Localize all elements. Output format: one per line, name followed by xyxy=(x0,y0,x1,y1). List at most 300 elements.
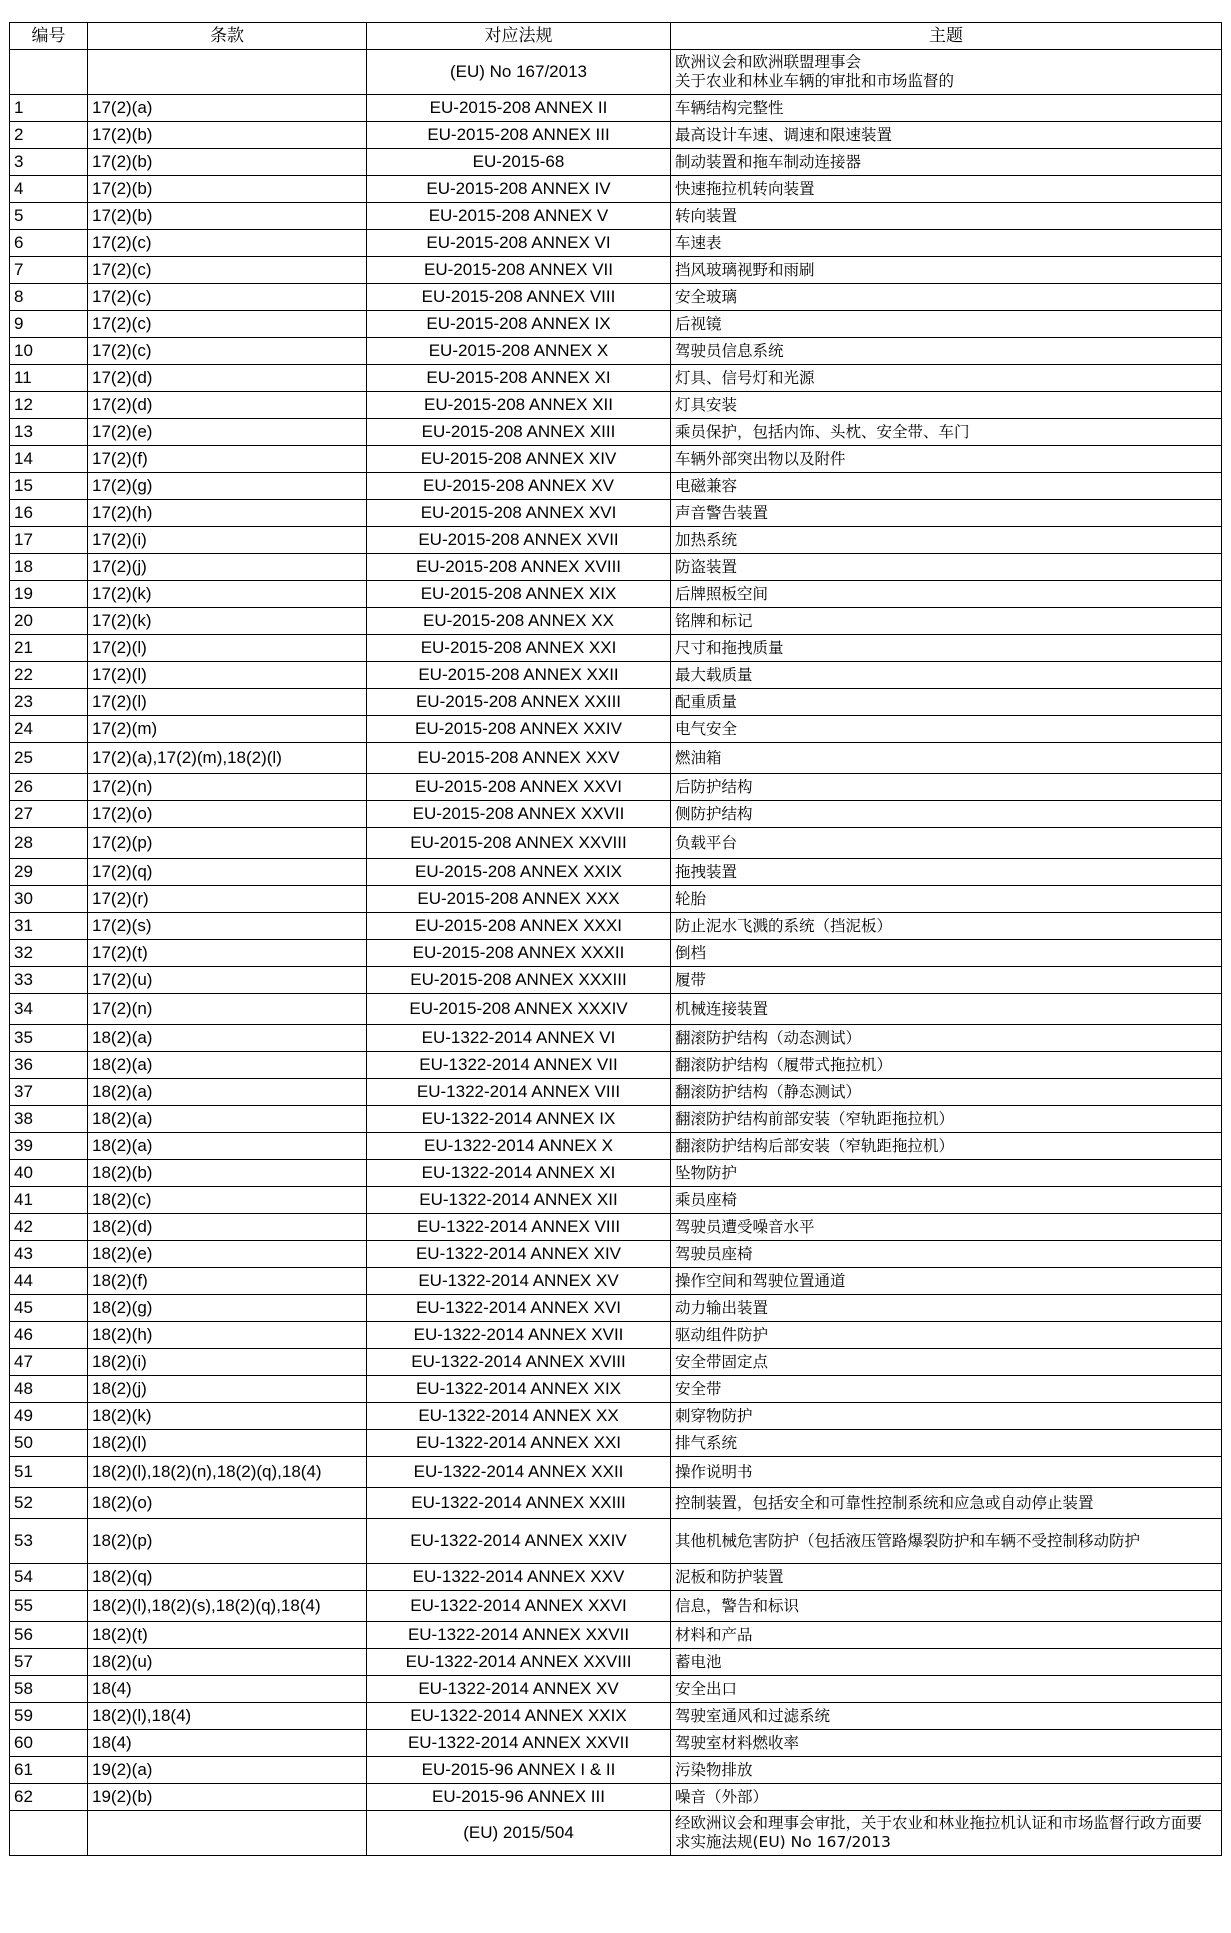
cell-clause: 17(2)(r) xyxy=(88,886,367,913)
cell-clause: 18(2)(a) xyxy=(88,1052,367,1079)
cell-no: 19 xyxy=(10,581,88,608)
table-row xyxy=(10,967,1222,994)
cell-clause: 17(2)(a),17(2)(m),18(2)(l) xyxy=(88,743,367,774)
table-body xyxy=(10,50,1222,1811)
cell-no: 61 xyxy=(10,1757,88,1784)
cell-clause: 18(2)(l) xyxy=(88,1430,367,1457)
cell-clause: 17(2)(q) xyxy=(88,859,367,886)
cell-no: 60 xyxy=(10,1730,88,1757)
cell-regulation: EU-2015-208 ANNEX XXIII xyxy=(367,689,671,716)
topic-line-1: 欧洲议会和欧洲联盟理事会 xyxy=(675,53,862,71)
cell-topic: 其他机械危害防护（包括液压管路爆裂防护和车辆不受控制移动防护 xyxy=(671,1519,1222,1564)
header-no: 编号 xyxy=(10,23,88,50)
cell-regulation: (EU) 2015/504 xyxy=(367,1811,671,1856)
cell-regulation: EU-2015-208 ANNEX XXXI xyxy=(367,913,671,940)
cell-topic: 驱动组件防护 xyxy=(671,1322,1222,1349)
cell-topic: 操作说明书 xyxy=(671,1457,1222,1488)
cell-regulation: EU-2015-208 ANNEX XXVII xyxy=(367,801,671,828)
cell-topic: 安全玻璃 xyxy=(671,284,1222,311)
cell-no: 49 xyxy=(10,1403,88,1430)
cell-clause: 18(2)(b) xyxy=(88,1160,367,1187)
cell-clause: 18(2)(a) xyxy=(88,1106,367,1133)
cell-regulation: EU-2015-208 ANNEX XVII xyxy=(367,527,671,554)
cell-regulation: EU-1322-2014 ANNEX XXV xyxy=(367,1564,671,1591)
cell-no: 18 xyxy=(10,554,88,581)
cell-clause: 19(2)(b) xyxy=(88,1784,367,1811)
table-row xyxy=(10,500,1222,527)
cell-no: 30 xyxy=(10,886,88,913)
regulation-table xyxy=(9,22,1222,1856)
cell-regulation: EU-2015-208 ANNEX XVIII xyxy=(367,554,671,581)
cell-regulation: EU-2015-208 ANNEX XXVI xyxy=(367,774,671,801)
table-row xyxy=(10,608,1222,635)
cell-clause: 17(2)(l) xyxy=(88,689,367,716)
cell-clause: 17(2)(m) xyxy=(88,716,367,743)
cell-regulation: EU-1322-2014 ANNEX VIII xyxy=(367,1214,671,1241)
cell-regulation: EU-2015-208 ANNEX IX xyxy=(367,311,671,338)
cell-no: 45 xyxy=(10,1295,88,1322)
cell-clause: 18(2)(h) xyxy=(88,1322,367,1349)
cell-no: 58 xyxy=(10,1676,88,1703)
cell-topic: 安全出口 xyxy=(671,1676,1222,1703)
cell-regulation: EU-2015-96 ANNEX I & II xyxy=(367,1757,671,1784)
cell-no: 51 xyxy=(10,1457,88,1488)
cell-topic: 刺穿物防护 xyxy=(671,1403,1222,1430)
table-row xyxy=(10,1079,1222,1106)
cell-regulation: EU-1322-2014 ANNEX XXIV xyxy=(367,1519,671,1564)
table-row xyxy=(10,473,1222,500)
cell-clause: 17(2)(s) xyxy=(88,913,367,940)
cell-topic: 最大载质量 xyxy=(671,662,1222,689)
cell-regulation: EU-2015-208 ANNEX IV xyxy=(367,176,671,203)
cell-topic: 驾驶员信息系统 xyxy=(671,338,1222,365)
cell-clause: 17(2)(j) xyxy=(88,554,367,581)
table-row xyxy=(10,689,1222,716)
cell-clause: 17(2)(c) xyxy=(88,230,367,257)
cell-regulation: EU-2015-208 ANNEX XV xyxy=(367,473,671,500)
cell-regulation: EU-1322-2014 ANNEX XXVII xyxy=(367,1622,671,1649)
cell-regulation: EU-1322-2014 ANNEX XV xyxy=(367,1676,671,1703)
cell-topic: 经欧洲议会和理事会审批，关于农业和林业拖拉机认证和市场监督行政方面要求实施法规(EU) No 167/2013 xyxy=(671,1811,1222,1856)
cell-regulation: EU-2015-208 ANNEX VII xyxy=(367,257,671,284)
cell-clause: 19(2)(a) xyxy=(88,1757,367,1784)
cell-topic: 控制装置，包括安全和可靠性控制系统和应急或自动停止装置 xyxy=(671,1488,1222,1519)
cell-no xyxy=(10,50,88,95)
cell-no: 33 xyxy=(10,967,88,994)
regulation-table-sheet xyxy=(9,22,1221,1856)
table-row xyxy=(10,1403,1222,1430)
table-row xyxy=(10,230,1222,257)
table-row xyxy=(10,886,1222,913)
table-row xyxy=(10,1133,1222,1160)
cell-regulation: EU-1322-2014 ANNEX VIII xyxy=(367,1079,671,1106)
header-regulation: 对应法规 xyxy=(367,23,671,50)
table-row xyxy=(10,913,1222,940)
cell-clause: 18(2)(u) xyxy=(88,1649,367,1676)
cell-regulation: EU-2015-208 ANNEX XXIV xyxy=(367,716,671,743)
table-row xyxy=(10,635,1222,662)
cell-no: 50 xyxy=(10,1430,88,1457)
cell-clause: 18(2)(a) xyxy=(88,1133,367,1160)
cell-no: 2 xyxy=(10,122,88,149)
cell-topic: 乘员保护，包括内饰、头枕、安全带、车门 xyxy=(671,419,1222,446)
cell-regulation: EU-2015-208 ANNEX XXXII xyxy=(367,940,671,967)
cell-regulation: EU-2015-208 ANNEX VIII xyxy=(367,284,671,311)
cell-regulation: EU-1322-2014 ANNEX XVIII xyxy=(367,1349,671,1376)
cell-topic: 电气安全 xyxy=(671,716,1222,743)
cell-no: 38 xyxy=(10,1106,88,1133)
cell-no: 5 xyxy=(10,203,88,230)
cell-no: 23 xyxy=(10,689,88,716)
cell-topic: 车辆外部突出物以及附件 xyxy=(671,446,1222,473)
cell-no: 44 xyxy=(10,1268,88,1295)
cell-clause: 17(2)(o) xyxy=(88,801,367,828)
cell-clause: 17(2)(u) xyxy=(88,967,367,994)
cell-no: 53 xyxy=(10,1519,88,1564)
cell-regulation: EU-2015-96 ANNEX III xyxy=(367,1784,671,1811)
cell-regulation: EU-2015-208 ANNEX XXI xyxy=(367,635,671,662)
cell-regulation: EU-1322-2014 ANNEX XXVII xyxy=(367,1730,671,1757)
cell-clause: 17(2)(l) xyxy=(88,662,367,689)
table-row xyxy=(10,801,1222,828)
cell-regulation: EU-2015-208 ANNEX V xyxy=(367,203,671,230)
cell-no: 20 xyxy=(10,608,88,635)
cell-clause: 17(2)(b) xyxy=(88,149,367,176)
cell-no: 13 xyxy=(10,419,88,446)
cell-clause: 18(2)(c) xyxy=(88,1187,367,1214)
table-row xyxy=(10,1241,1222,1268)
table-row xyxy=(10,1519,1222,1564)
cell-clause: 18(4) xyxy=(88,1676,367,1703)
cell-regulation: EU-1322-2014 ANNEX XI xyxy=(367,1160,671,1187)
table-row xyxy=(10,1649,1222,1676)
cell-topic: 转向装置 xyxy=(671,203,1222,230)
cell-clause: 17(2)(c) xyxy=(88,311,367,338)
cell-clause: 17(2)(c) xyxy=(88,284,367,311)
table-row xyxy=(10,311,1222,338)
cell-clause: 18(2)(o) xyxy=(88,1488,367,1519)
cell-topic: 翻滚防护结构（动态测试） xyxy=(671,1025,1222,1052)
cell-regulation: EU-1322-2014 ANNEX XXIX xyxy=(367,1703,671,1730)
cell-no: 24 xyxy=(10,716,88,743)
cell-clause: 18(2)(a) xyxy=(88,1079,367,1106)
cell-no: 29 xyxy=(10,859,88,886)
cell-topic: 蓄电池 xyxy=(671,1649,1222,1676)
table-row xyxy=(10,419,1222,446)
table-row xyxy=(10,1457,1222,1488)
cell-no: 31 xyxy=(10,913,88,940)
cell-regulation: EU-2015-208 ANNEX VI xyxy=(367,230,671,257)
cell-regulation: EU-1322-2014 ANNEX XIX xyxy=(367,1376,671,1403)
cell-clause: 18(2)(e) xyxy=(88,1241,367,1268)
cell-clause: 17(2)(k) xyxy=(88,581,367,608)
cell-clause: 17(2)(b) xyxy=(88,176,367,203)
cell-no: 35 xyxy=(10,1025,88,1052)
topic-line-2: 关于农业和林业车辆的审批和市场监督的 xyxy=(675,72,955,90)
cell-no: 39 xyxy=(10,1133,88,1160)
cell-topic: 车速表 xyxy=(671,230,1222,257)
cell-topic: 操作空间和驾驶位置通道 xyxy=(671,1268,1222,1295)
cell-no: 14 xyxy=(10,446,88,473)
cell-regulation: EU-2015-208 ANNEX II xyxy=(367,95,671,122)
table-row xyxy=(10,1025,1222,1052)
cell-clause: 17(2)(b) xyxy=(88,122,367,149)
cell-clause: 17(2)(c) xyxy=(88,338,367,365)
cell-topic: 泥板和防护装置 xyxy=(671,1564,1222,1591)
cell-topic: 机械连接装置 xyxy=(671,994,1222,1025)
cell-clause: 18(2)(g) xyxy=(88,1295,367,1322)
cell-regulation: EU-2015-208 ANNEX III xyxy=(367,122,671,149)
cell-topic: 驾驶室材料燃收率 xyxy=(671,1730,1222,1757)
cell-no: 10 xyxy=(10,338,88,365)
table-row xyxy=(10,1784,1222,1811)
header-clause: 条款 xyxy=(88,23,367,50)
cell-topic: 驾驶员座椅 xyxy=(671,1241,1222,1268)
cell-clause: 17(2)(a) xyxy=(88,95,367,122)
table-row-top xyxy=(10,50,1222,95)
table-row xyxy=(10,994,1222,1025)
cell-no: 28 xyxy=(10,828,88,859)
cell-topic: 车辆结构完整性 xyxy=(671,95,1222,122)
cell-no: 8 xyxy=(10,284,88,311)
table-row xyxy=(10,1622,1222,1649)
cell-regulation: EU-1322-2014 ANNEX XVI xyxy=(367,1295,671,1322)
cell-clause: 18(2)(k) xyxy=(88,1403,367,1430)
cell-clause: 18(2)(l),18(4) xyxy=(88,1703,367,1730)
cell-clause: 17(2)(t) xyxy=(88,940,367,967)
cell-topic: 轮胎 xyxy=(671,886,1222,913)
cell-no: 12 xyxy=(10,392,88,419)
cell-topic: 尺寸和拖拽质量 xyxy=(671,635,1222,662)
cell-regulation: EU-2015-208 ANNEX XVI xyxy=(367,500,671,527)
cell-topic: 排气系统 xyxy=(671,1430,1222,1457)
cell-no: 40 xyxy=(10,1160,88,1187)
cell-clause: 17(2)(k) xyxy=(88,608,367,635)
cell-no: 1 xyxy=(10,95,88,122)
table-row xyxy=(10,392,1222,419)
cell-regulation: EU-1322-2014 ANNEX XII xyxy=(367,1187,671,1214)
cell-regulation: EU-1322-2014 ANNEX IX xyxy=(367,1106,671,1133)
cell-topic: 配重质量 xyxy=(671,689,1222,716)
cell-topic: 拖拽装置 xyxy=(671,859,1222,886)
cell-regulation: EU-2015-68 xyxy=(367,149,671,176)
cell-regulation: EU-2015-208 ANNEX XXV xyxy=(367,743,671,774)
table-row xyxy=(10,662,1222,689)
cell-no: 11 xyxy=(10,365,88,392)
cell-topic: 制动装置和拖车制动连接器 xyxy=(671,149,1222,176)
cell-no: 22 xyxy=(10,662,88,689)
cell-no: 62 xyxy=(10,1784,88,1811)
table-row xyxy=(10,203,1222,230)
cell-topic: 材料和产品 xyxy=(671,1622,1222,1649)
header-row xyxy=(10,23,1222,50)
table-row-bottom xyxy=(10,1811,1222,1856)
cell-topic: 燃油箱 xyxy=(671,743,1222,774)
cell-topic: 挡风玻璃视野和雨刷 xyxy=(671,257,1222,284)
cell-no: 55 xyxy=(10,1591,88,1622)
cell-no: 41 xyxy=(10,1187,88,1214)
cell-topic: 铭牌和标记 xyxy=(671,608,1222,635)
cell-topic: 安全带 xyxy=(671,1376,1222,1403)
cell-clause: 18(2)(i) xyxy=(88,1349,367,1376)
table-row xyxy=(10,1052,1222,1079)
table-row xyxy=(10,149,1222,176)
cell-topic: 灯具安装 xyxy=(671,392,1222,419)
cell-clause: 18(2)(l),18(2)(s),18(2)(q),18(4) xyxy=(88,1591,367,1622)
cell-no xyxy=(10,1811,88,1856)
table-row xyxy=(10,554,1222,581)
cell-no: 32 xyxy=(10,940,88,967)
cell-topic: 后防护结构 xyxy=(671,774,1222,801)
cell-regulation: EU-2015-208 ANNEX XII xyxy=(367,392,671,419)
cell-no: 9 xyxy=(10,311,88,338)
table-row xyxy=(10,1187,1222,1214)
cell-no: 26 xyxy=(10,774,88,801)
cell-regulation: EU-1322-2014 ANNEX XXVIII xyxy=(367,1649,671,1676)
cell-regulation: EU-1322-2014 ANNEX XV xyxy=(367,1268,671,1295)
cell-no: 57 xyxy=(10,1649,88,1676)
cell-no: 21 xyxy=(10,635,88,662)
cell-regulation: (EU) No 167/2013 xyxy=(367,50,671,95)
cell-no: 15 xyxy=(10,473,88,500)
table-row xyxy=(10,1106,1222,1133)
table-row xyxy=(10,828,1222,859)
cell-topic: 乘员座椅 xyxy=(671,1187,1222,1214)
cell-clause: 17(2)(b) xyxy=(88,203,367,230)
cell-regulation: EU-1322-2014 ANNEX XX xyxy=(367,1403,671,1430)
cell-no: 54 xyxy=(10,1564,88,1591)
cell-clause: 17(2)(g) xyxy=(88,473,367,500)
cell-regulation: EU-2015-208 ANNEX XI xyxy=(367,365,671,392)
cell-topic: 防止泥水飞溅的系统（挡泥板） xyxy=(671,913,1222,940)
table-row xyxy=(10,176,1222,203)
table-row xyxy=(10,446,1222,473)
cell-topic: 污染物排放 xyxy=(671,1757,1222,1784)
table-row xyxy=(10,1268,1222,1295)
cell-clause: 17(2)(n) xyxy=(88,994,367,1025)
cell-topic: 翻滚防护结构（履带式拖拉机） xyxy=(671,1052,1222,1079)
cell-no: 16 xyxy=(10,500,88,527)
cell-topic: 翻滚防护结构（静态测试） xyxy=(671,1079,1222,1106)
table-row xyxy=(10,1564,1222,1591)
cell-topic: 灯具、信号灯和光源 xyxy=(671,365,1222,392)
cell-topic: 负载平台 xyxy=(671,828,1222,859)
cell-regulation: EU-2015-208 ANNEX XX xyxy=(367,608,671,635)
cell-clause xyxy=(88,1811,367,1856)
cell-topic: 声音警告装置 xyxy=(671,500,1222,527)
cell-regulation: EU-2015-208 ANNEX XIII xyxy=(367,419,671,446)
table-row xyxy=(10,527,1222,554)
cell-no: 56 xyxy=(10,1622,88,1649)
table-row xyxy=(10,1376,1222,1403)
cell-no: 17 xyxy=(10,527,88,554)
cell-no: 4 xyxy=(10,176,88,203)
cell-regulation: EU-1322-2014 ANNEX XIV xyxy=(367,1241,671,1268)
cell-no: 7 xyxy=(10,257,88,284)
cell-regulation: EU-1322-2014 ANNEX X xyxy=(367,1133,671,1160)
table-row xyxy=(10,1757,1222,1784)
table-row xyxy=(10,743,1222,774)
cell-clause: 18(2)(d) xyxy=(88,1214,367,1241)
cell-regulation: EU-2015-208 ANNEX XXII xyxy=(367,662,671,689)
cell-regulation: EU-2015-208 ANNEX X xyxy=(367,338,671,365)
table-row xyxy=(10,859,1222,886)
cell-clause: 17(2)(i) xyxy=(88,527,367,554)
table-row xyxy=(10,581,1222,608)
cell-topic: 驾驶员遭受噪音水平 xyxy=(671,1214,1222,1241)
cell-topic: 信息，警告和标识 xyxy=(671,1591,1222,1622)
cell-regulation: EU-1322-2014 ANNEX XXI xyxy=(367,1430,671,1457)
cell-regulation: EU-2015-208 ANNEX XXXIV xyxy=(367,994,671,1025)
cell-topic: 翻滚防护结构后部安装（窄轨距拖拉机） xyxy=(671,1133,1222,1160)
cell-no: 27 xyxy=(10,801,88,828)
cell-regulation: EU-2015-208 ANNEX XXIX xyxy=(367,859,671,886)
table-row xyxy=(10,338,1222,365)
table-row xyxy=(10,1591,1222,1622)
table-row xyxy=(10,1214,1222,1241)
cell-no: 36 xyxy=(10,1052,88,1079)
cell-clause: 18(2)(f) xyxy=(88,1268,367,1295)
cell-clause: 18(4) xyxy=(88,1730,367,1757)
cell-topic xyxy=(671,50,1222,95)
table-row xyxy=(10,1730,1222,1757)
table-row xyxy=(10,284,1222,311)
header-topic: 主题 xyxy=(671,23,1222,50)
cell-topic: 翻滚防护结构前部安装（窄轨距拖拉机） xyxy=(671,1106,1222,1133)
cell-no: 43 xyxy=(10,1241,88,1268)
cell-regulation: EU-1322-2014 ANNEX VII xyxy=(367,1052,671,1079)
table-row xyxy=(10,1322,1222,1349)
cell-no: 34 xyxy=(10,994,88,1025)
cell-topic: 驾驶室通风和过滤系统 xyxy=(671,1703,1222,1730)
cell-clause: 17(2)(c) xyxy=(88,257,367,284)
table-row xyxy=(10,1703,1222,1730)
cell-clause: 18(2)(t) xyxy=(88,1622,367,1649)
cell-clause: 17(2)(n) xyxy=(88,774,367,801)
cell-topic: 后视镜 xyxy=(671,311,1222,338)
cell-no: 48 xyxy=(10,1376,88,1403)
cell-topic: 坠物防护 xyxy=(671,1160,1222,1187)
cell-clause: 17(2)(e) xyxy=(88,419,367,446)
table-row xyxy=(10,1676,1222,1703)
cell-topic: 电磁兼容 xyxy=(671,473,1222,500)
cell-topic: 动力输出装置 xyxy=(671,1295,1222,1322)
cell-no: 42 xyxy=(10,1214,88,1241)
cell-regulation: EU-1322-2014 ANNEX VI xyxy=(367,1025,671,1052)
cell-no: 46 xyxy=(10,1322,88,1349)
cell-no: 47 xyxy=(10,1349,88,1376)
table-row xyxy=(10,95,1222,122)
cell-clause: 18(2)(p) xyxy=(88,1519,367,1564)
cell-no: 3 xyxy=(10,149,88,176)
cell-clause: 18(2)(j) xyxy=(88,1376,367,1403)
cell-clause: 18(2)(l),18(2)(n),18(2)(q),18(4) xyxy=(88,1457,367,1488)
cell-clause: 17(2)(d) xyxy=(88,365,367,392)
table-row xyxy=(10,716,1222,743)
cell-regulation: EU-1322-2014 ANNEX XVII xyxy=(367,1322,671,1349)
cell-clause: 17(2)(h) xyxy=(88,500,367,527)
cell-regulation: EU-1322-2014 ANNEX XXVI xyxy=(367,1591,671,1622)
cell-topic: 侧防护结构 xyxy=(671,801,1222,828)
cell-clause: 18(2)(q) xyxy=(88,1564,367,1591)
cell-topic: 履带 xyxy=(671,967,1222,994)
cell-no: 6 xyxy=(10,230,88,257)
cell-no: 25 xyxy=(10,743,88,774)
cell-topic: 倒档 xyxy=(671,940,1222,967)
cell-regulation: EU-2015-208 ANNEX XIV xyxy=(367,446,671,473)
cell-no: 59 xyxy=(10,1703,88,1730)
table-row xyxy=(10,1349,1222,1376)
